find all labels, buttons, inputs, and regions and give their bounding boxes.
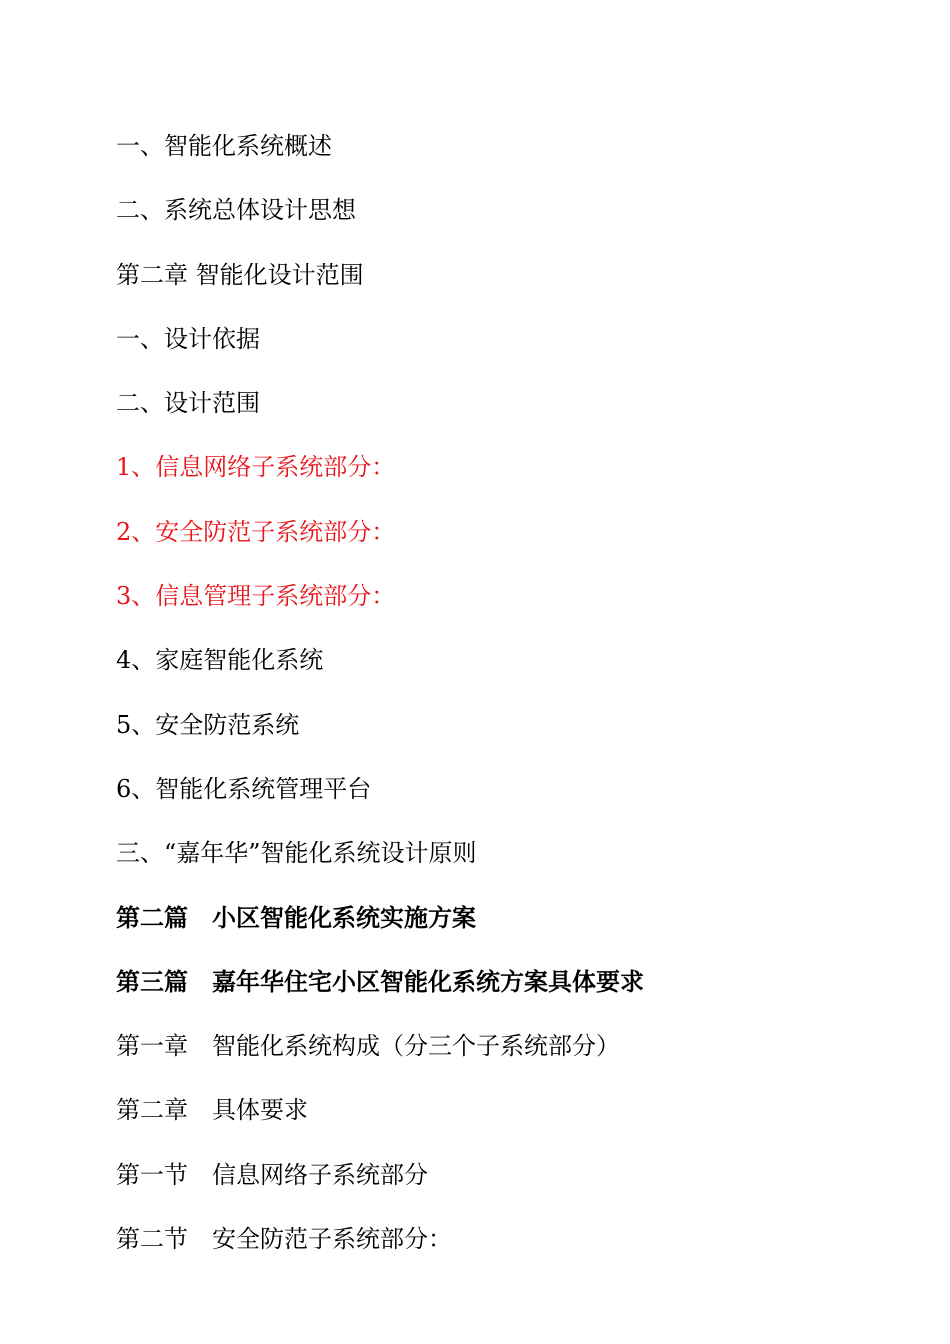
toc-line-chapter-2-requirements: 第二章 具体要求 — [116, 1096, 308, 1125]
table-of-contents — [116, 126, 896, 1283]
toc-line-info-management: 3、信息管理子系统部分： — [116, 582, 396, 611]
toc-line-design-concept: 二、系统总体设计思想 — [116, 196, 356, 225]
toc-line-design-principles: 三、“嘉年华”智能化系统设计原则 — [116, 839, 477, 868]
toc-line-management-platform: 6、智能化系统管理平台 — [116, 774, 372, 803]
toc-line-info-network: 1、信息网络子系统部分： — [116, 453, 396, 482]
toc-line-part-2: 第二篇 小区智能化系统实施方案 — [116, 903, 476, 932]
toc-line-chapter-1-composition: 第一章 智能化系统构成（分三个子系统部分） — [116, 1032, 620, 1061]
toc-line-section-1: 第一节 信息网络子系统部分 — [116, 1160, 428, 1189]
toc-line-security-system: 5、安全防范系统 — [116, 710, 300, 739]
toc-line-design-scope: 二、设计范围 — [116, 389, 260, 418]
toc-line-design-basis: 一、设计依据 — [116, 324, 260, 353]
toc-line-security: 2、安全防范子系统部分： — [116, 517, 396, 546]
toc-line-home-intelligence: 4、家庭智能化系统 — [116, 646, 324, 675]
toc-line-part-3: 第三篇 嘉年华住宅小区智能化系统方案具体要求 — [116, 967, 644, 996]
toc-line-overview: 一、智能化系统概述 — [116, 132, 332, 160]
toc-line-chapter-2-scope: 第二章 智能化设计范围 — [116, 260, 364, 289]
toc-line-section-2: 第二节 安全防范子系统部分： — [116, 1225, 452, 1254]
